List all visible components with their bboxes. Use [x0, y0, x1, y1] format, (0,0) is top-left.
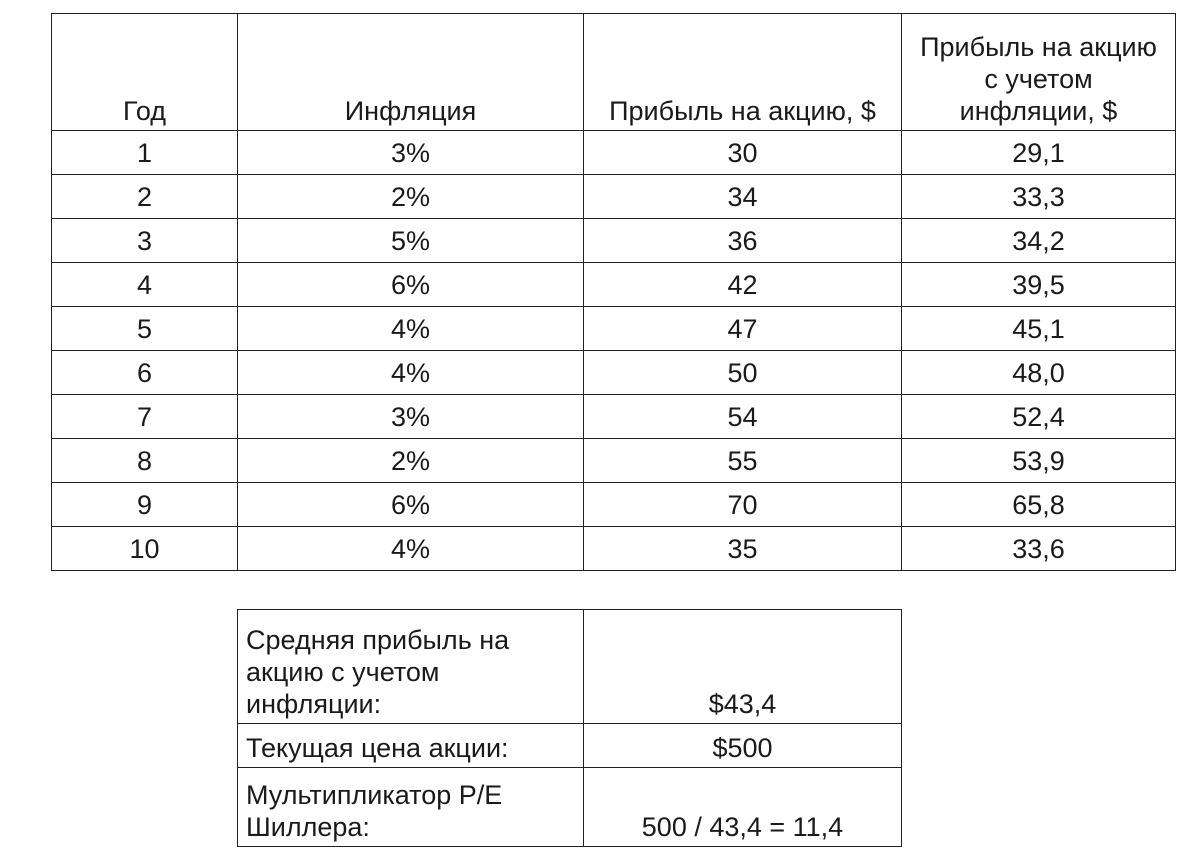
cell-inflation: 6%: [238, 263, 584, 307]
summary-label: Мультипликатор P/E Шиллера:: [238, 768, 584, 847]
cell-year: 7: [52, 395, 238, 439]
table-row: [52, 131, 1176, 175]
cell-eps-adjusted: 52,4: [902, 395, 1176, 439]
cell-eps: 34: [584, 175, 902, 219]
summary-row: [238, 610, 902, 724]
cell-eps-adjusted: 48,0: [902, 351, 1176, 395]
summary-label: Средняя прибыль на акцию с учетом инфляции:: [238, 610, 584, 724]
cell-inflation: 4%: [238, 527, 584, 571]
cell-eps: 35: [584, 527, 902, 571]
cell-inflation: 4%: [238, 351, 584, 395]
cell-inflation: 2%: [238, 175, 584, 219]
cell-year: 4: [52, 263, 238, 307]
earnings-table-header: [52, 14, 1176, 131]
cell-eps-adjusted: 65,8: [902, 483, 1176, 527]
cell-eps-adjusted: 29,1: [902, 131, 1176, 175]
cell-eps-adjusted: 33,3: [902, 175, 1176, 219]
cell-year: 10: [52, 527, 238, 571]
cell-year: 8: [52, 439, 238, 483]
cell-eps: 30: [584, 131, 902, 175]
header-eps-inflation-adjusted: Прибыль на акцию с учетом инфляции, $: [902, 14, 1176, 131]
cell-eps: 70: [584, 483, 902, 527]
cell-eps: 36: [584, 219, 902, 263]
cell-eps: 47: [584, 307, 902, 351]
cell-year: 3: [52, 219, 238, 263]
cell-eps: 54: [584, 395, 902, 439]
cell-inflation: 2%: [238, 439, 584, 483]
table-row: [52, 219, 1176, 263]
table-row: [52, 351, 1176, 395]
cell-eps-adjusted: 34,2: [902, 219, 1176, 263]
cell-year: 5: [52, 307, 238, 351]
cell-year: 1: [52, 131, 238, 175]
cell-inflation: 3%: [238, 395, 584, 439]
cell-inflation: 5%: [238, 219, 584, 263]
summary-row: [238, 768, 902, 847]
cell-eps-adjusted: 33,6: [902, 527, 1176, 571]
cell-inflation: 3%: [238, 131, 584, 175]
cell-eps: 50: [584, 351, 902, 395]
cell-eps: 42: [584, 263, 902, 307]
cell-year: 9: [52, 483, 238, 527]
table-row: [52, 439, 1176, 483]
summary-value: 500 / 43,4 = 11,4: [584, 768, 902, 847]
cell-year: 6: [52, 351, 238, 395]
cell-year: 2: [52, 175, 238, 219]
table-row: [52, 395, 1176, 439]
table-row: [52, 483, 1176, 527]
summary-table-body: [238, 610, 902, 847]
cell-eps-adjusted: 53,9: [902, 439, 1176, 483]
header-year: Год: [52, 14, 238, 131]
earnings-table: [51, 13, 1176, 571]
table-row: [52, 527, 1176, 571]
summary-row: [238, 724, 902, 768]
summary-table: [237, 609, 902, 847]
header-eps: Прибыль на акцию, $: [584, 14, 902, 131]
summary-value: $43,4: [584, 610, 902, 724]
earnings-table-body: [52, 131, 1176, 571]
cell-eps-adjusted: 39,5: [902, 263, 1176, 307]
header-row: [52, 14, 1176, 131]
header-inflation: Инфляция: [238, 14, 584, 131]
summary-value: $500: [584, 724, 902, 768]
table-row: [52, 307, 1176, 351]
table-row: [52, 263, 1176, 307]
table-row: [52, 175, 1176, 219]
cell-inflation: 6%: [238, 483, 584, 527]
cell-eps-adjusted: 45,1: [902, 307, 1176, 351]
summary-label: Текущая цена акции:: [238, 724, 584, 768]
cell-inflation: 4%: [238, 307, 584, 351]
cell-eps: 55: [584, 439, 902, 483]
